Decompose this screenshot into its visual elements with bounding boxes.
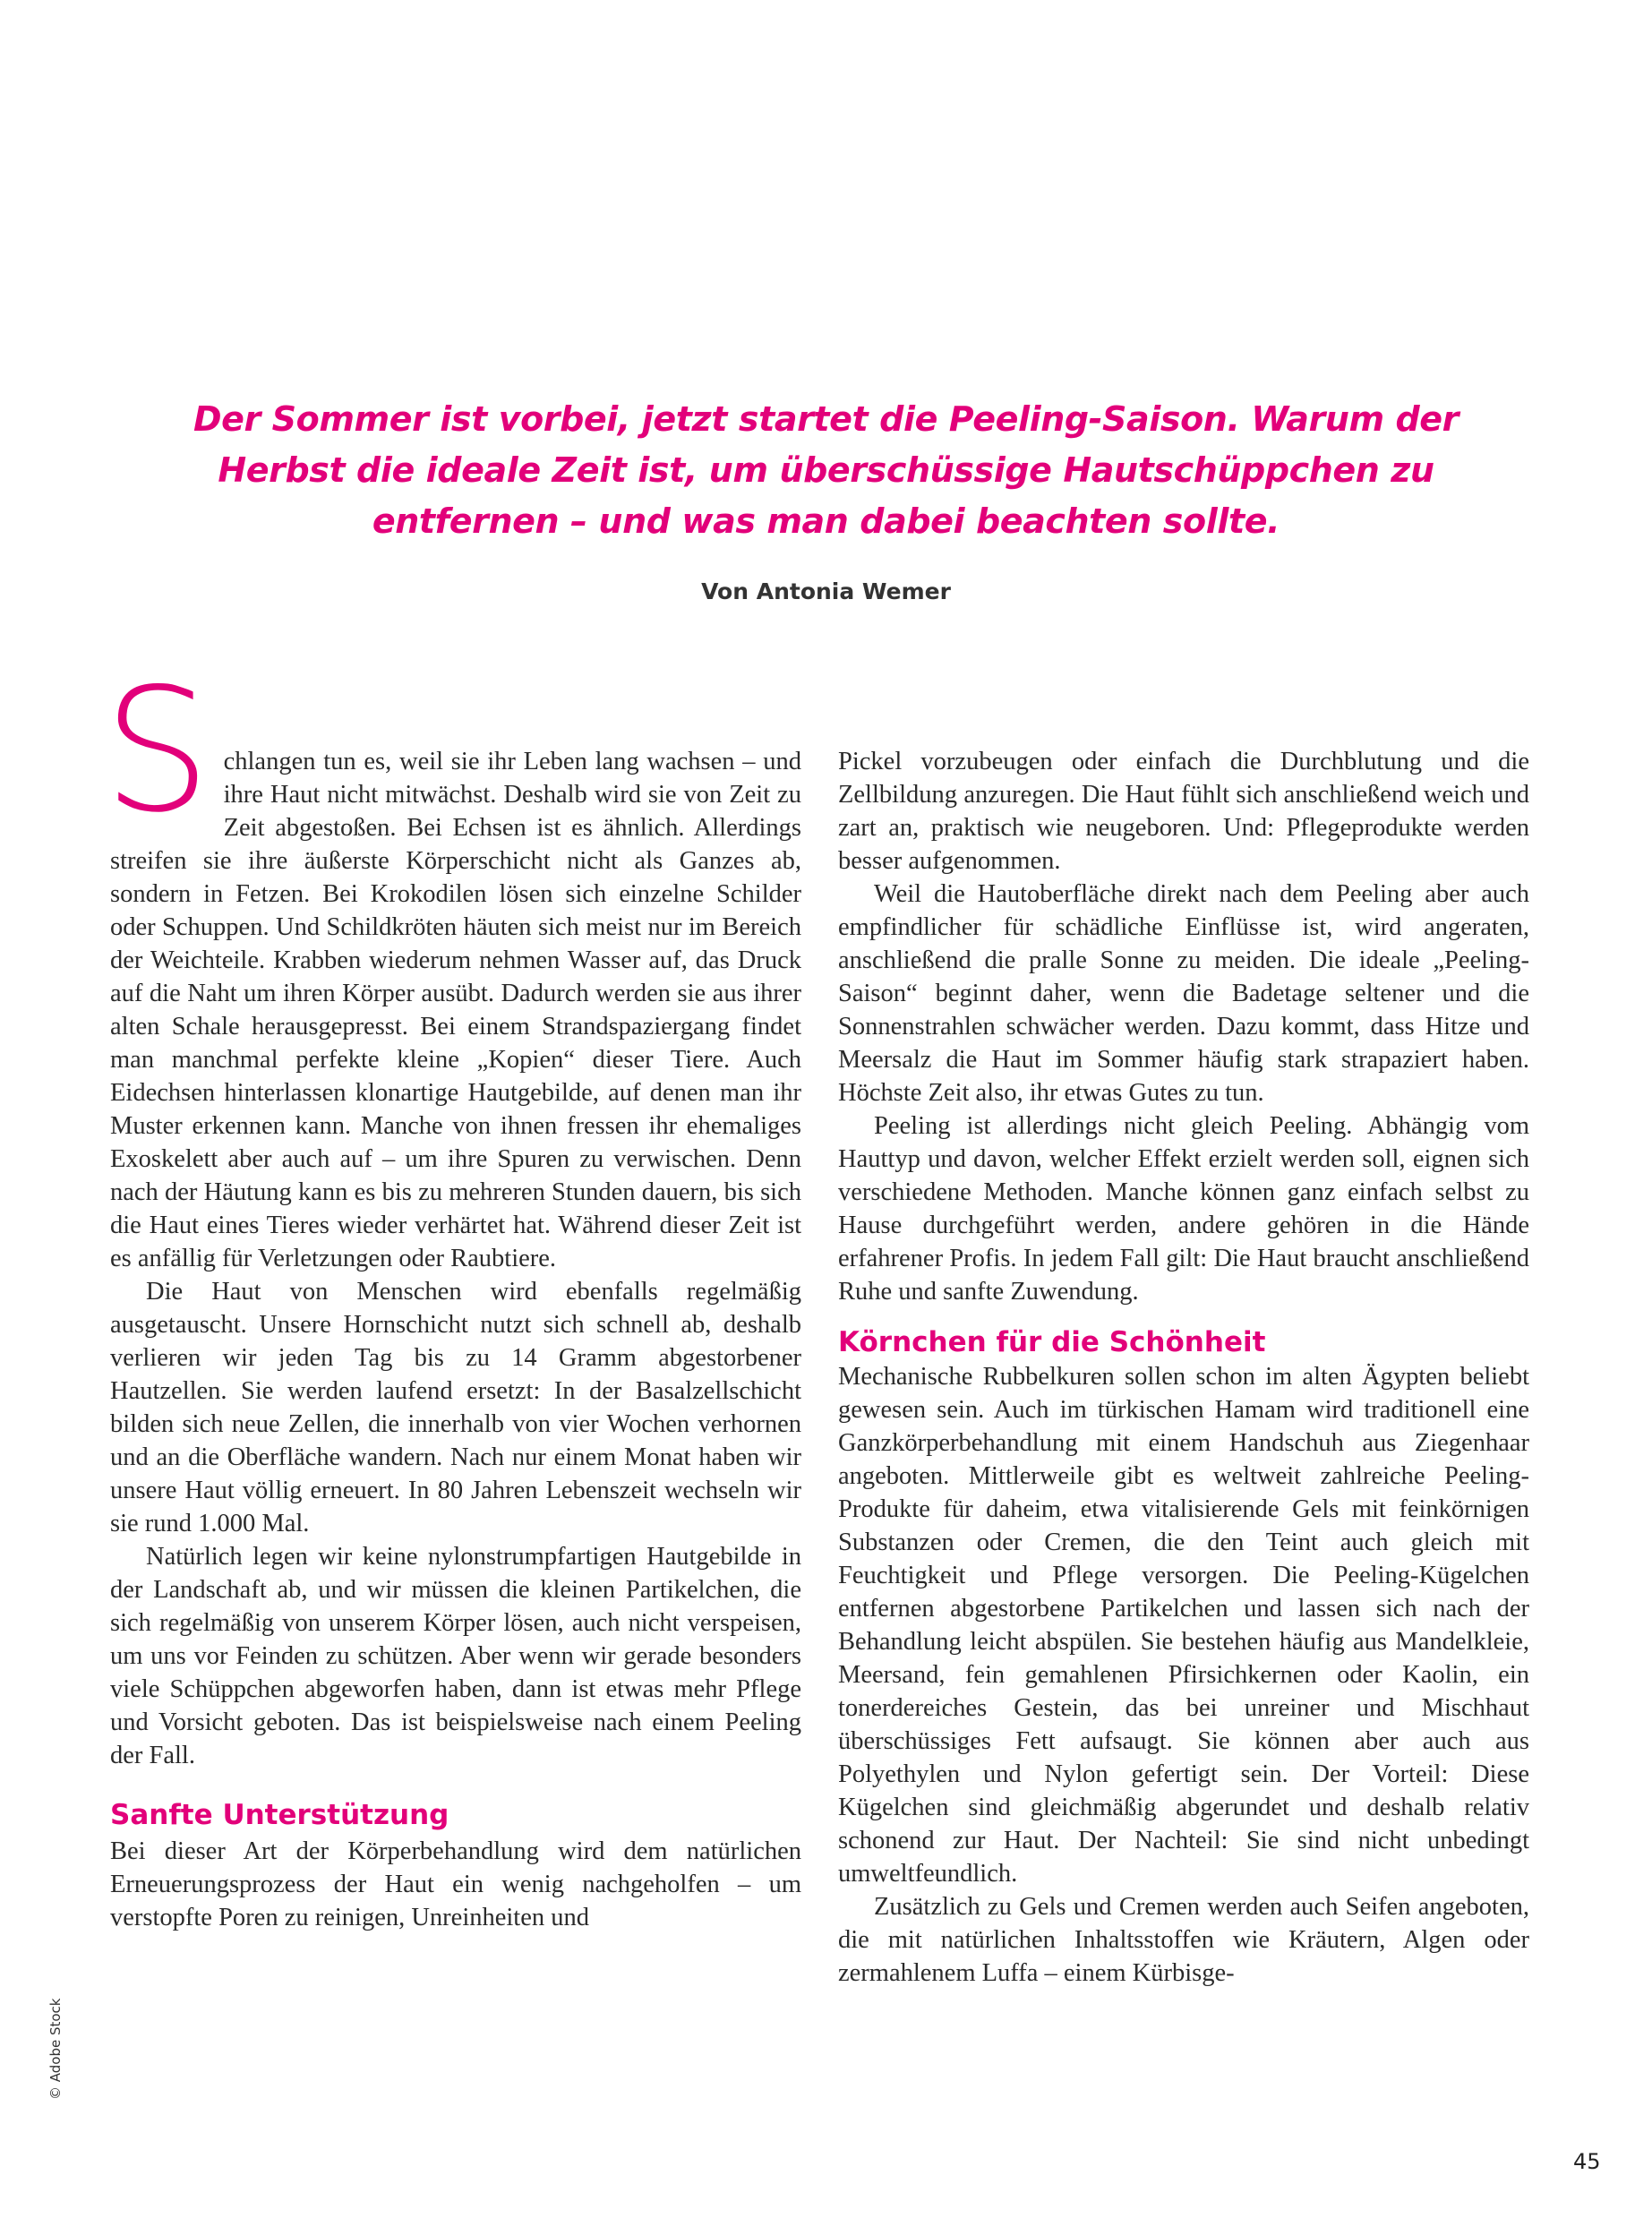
photo-credit: © Adobe Stock xyxy=(47,1998,64,2100)
drop-cap: S xyxy=(103,652,211,850)
paragraph xyxy=(103,652,801,1275)
paragraph-text: chlangen tun es, weil sie ihr Leben lang wachsen – und ihre Haut nicht mitwächst. Deshalb wird sie von Zeit zu Zeit abgestoßen. Bei Echsen ist es ähnlich. Allerdings streifen sie ihre äußerste Körperschicht nicht als Ganzes ab, sondern in Fetzen. Bei Krokodilen lösen sich einzelne Schilder oder Schuppen. Und Schildkröten häuten sich meist nur im Bereich der Weichteile. Krabben wiederum nehmen Wasser auf, das Druck auf die Naht um ihren Körper ausübt. Dadurch werden sie aus ihrer alten Schale herausgepresst. Bei einem Strandspaziergang findet man manchmal perfekte kleine „Kopien“ dieser Tiere. Auch Eidechsen hinterlassen klonartige Hautgebilde, auf denen man ihr Muster erkennen kann. Manche von ihnen fressen ihr ehemaliges Exoskelett aber auch auf – um ihre Spuren zu verwischen. Denn nach der Häutung kann es bis zu mehreren Stunden dauern, bis sich die Haut eines Tieres wieder verhärtet hat. Während dieser Zeit ist es anfällig für Verletzungen oder Raubtiere. xyxy=(110,748,801,1272)
left-column xyxy=(103,652,801,1934)
paragraph: Pickel vorzubeugen oder einfach die Durchblutung und die Zellbildung anzuregen. Die Haut fühlt sich anschließend weich und zart an, praktisch wie neugeboren. Und: Pflegeprodukte werden besser aufgenommen. xyxy=(838,748,1529,875)
subheading: Sanfte Unterstützung xyxy=(110,1799,449,1831)
standfirst: Der Sommer ist vorbei, jetzt startet die Peeling-Saison. Warum der Herbst die ideale Zeit ist, um überschüssige Hautschüppchen zu entfernen – und was man dabei beachten sollte. xyxy=(193,399,1459,541)
paragraph: Bei dieser Art der Körperbehandlung wird dem natürlichen Erneuerungsprozess der Haut ein wenig nachgeholfen – um verstopfte Poren zu reinigen, Unreinheiten und xyxy=(110,1837,801,1931)
byline: Von Antonia Wemer xyxy=(701,578,951,604)
paragraph: Zusätzlich zu Gels und Cremen werden auch Seifen angeboten, die mit natürlichen Inhaltsstoffen wie Kräutern, Algen oder zermahlenem Luffa – einem Kürbisge- xyxy=(838,1893,1529,1987)
paragraph: Weil die Hautoberfläche direkt nach dem Peeling aber auch empfindlicher für schädliche Einflüsse ist, wird angeraten, anschließend die pralle Sonne zu meiden. Die ideale „Peeling-Saison“ beginnt daher, wenn die Badetage seltener und die Sonnenstrahlen schwächer werden. Dazu kommt, dass Hitze und Meersalz die Haut im Sommer häufig stark strapaziert haben. Höchste Zeit also, ihr etwas Gutes zu tun. xyxy=(838,880,1529,1107)
paragraph: Peeling ist allerdings nicht gleich Peeling. Abhängig vom Hauttyp und davon, welcher Effekt erzielt werden soll, eignen sich verschiedene Methoden. Manche können ganz einfach selbst zu Hause durchgeführt werden, andere gehören in die Hände erfahrener Profis. In jedem Fall gilt: Die Haut braucht anschließend Ruhe und sanfte Zuwendung. xyxy=(838,1112,1529,1306)
paragraph: Die Haut von Menschen wird ebenfalls regelmäßig ausgetauscht. Unsere Hornschicht nutzt sich schnell ab, deshalb verlieren wir jeden Tag bis zu 14 Gramm abgestorbener Hautzellen. Sie werden laufend ersetzt: In der Basalzellschicht bilden sich neue Zellen, die innerhalb von vier Wochen verhornen und an die Oberfläche wandern. Nach nur einem Monat haben wir unsere Haut völlig erneuert. In 80 Jahren Lebenszeit wechseln wir sie rund 1.000 Mal. xyxy=(110,1278,801,1537)
paragraph: Mechanische Rubbelkuren sollen schon im alten Ägypten beliebt gewesen sein. Auch im türkischen Hamam wird traditionell eine Ganzkörperbehandlung mit einem Handschuh aus Ziegenhaar angeboten. Mittlerweile gibt es weltweit zahlreiche Peeling-Produkte für daheim, etwa vitalisierende Gels mit feinkörnigen Substanzen oder Cremen, die den Teint auch gleich mit Feuchtigkeit und Pflege versorgen. Die Peeling-Kügelchen entfernen abgestorbene Partikelchen und lassen sich nach der Behandlung leicht abspülen. Sie bestehen häufig aus Mandelkleie, Meersand, fein gemahlenen Pfirsichkernen oder Kaolin, ein tonerdereiches Gestein, das bei unreiner und Mischhaut überschüssiges Fett aufsaugt. Sie können aber auch aus Polyethylen und Nylon gefertigt sein. Der Vorteil: Diese Kügelchen sind gleichmäßig abgerundet und deshalb relativ schonend zur Haut. Der Nachteil: Sie sind nicht unbedingt umweltfeundlich. xyxy=(838,1363,1529,1888)
page-number: 45 xyxy=(1573,2149,1601,2174)
paragraph: Natürlich legen wir keine nylonstrumpfartigen Hautgebilde in der Landschaft ab, und wir müssen die kleinen Partikelchen, die sich regelmäßig von unserem Körper lösen, auch nicht verspeisen, um uns vor Feinden zu schützen. Aber wenn wir gerade besonders viele Schüppchen abgeworfen haben, dann ist etwas mehr Pflege und Vorsicht geboten. Das ist beispielsweise nach einem Peeling der Fall. xyxy=(110,1543,801,1769)
subheading: Körnchen für die Schönheit xyxy=(838,1326,1266,1358)
right-column xyxy=(838,745,1529,1990)
